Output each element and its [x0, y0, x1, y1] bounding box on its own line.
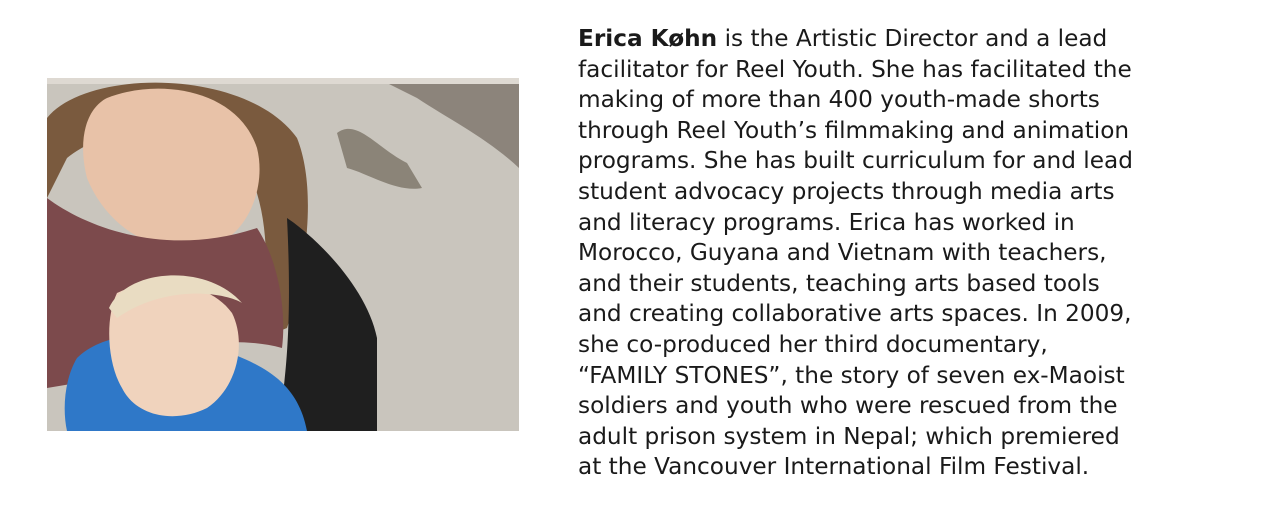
bio-text: [578, 24, 1258, 483]
bio-line: soldiers and youth who were rescued from the: [578, 392, 1118, 420]
bio-line: student advocacy projects through media arts: [578, 177, 1115, 205]
photo-background-sky: [47, 78, 519, 84]
bio-line: “FAMILY STONES”, the story of seven ex-Maoist: [578, 361, 1125, 389]
bio-line: at the Vancouver International Film Festival.: [578, 453, 1090, 481]
bio-line: programs. She has built curriculum for and lead: [578, 147, 1133, 175]
portrait-photo: [47, 78, 519, 431]
bio-line: facilitator for Reel Youth. She has facilitated the: [578, 55, 1132, 83]
bio-line: and creating collaborative arts spaces. In 2009,: [578, 300, 1132, 328]
portrait-photo-image: [47, 78, 519, 431]
bio-line: through Reel Youth’s filmmaking and animation: [578, 116, 1130, 144]
bio-line: Morocco, Guyana and Vietnam with teachers,: [578, 239, 1107, 267]
bio-line-first: [578, 24, 1258, 55]
bio-line: she co-produced her third documentary,: [578, 330, 1048, 358]
bio-first-line-rest: is the Artistic Director and a lead: [717, 25, 1108, 52]
bio-name: Erica Køhn: [578, 25, 718, 52]
bio-line: making of more than 400 youth-made shorts: [578, 86, 1100, 114]
bio-line: and their students, teaching arts based tools: [578, 269, 1100, 297]
bio-line: adult prison system in Nepal; which premiered: [578, 422, 1120, 450]
bio-line: and literacy programs. Erica has worked in: [578, 208, 1075, 236]
